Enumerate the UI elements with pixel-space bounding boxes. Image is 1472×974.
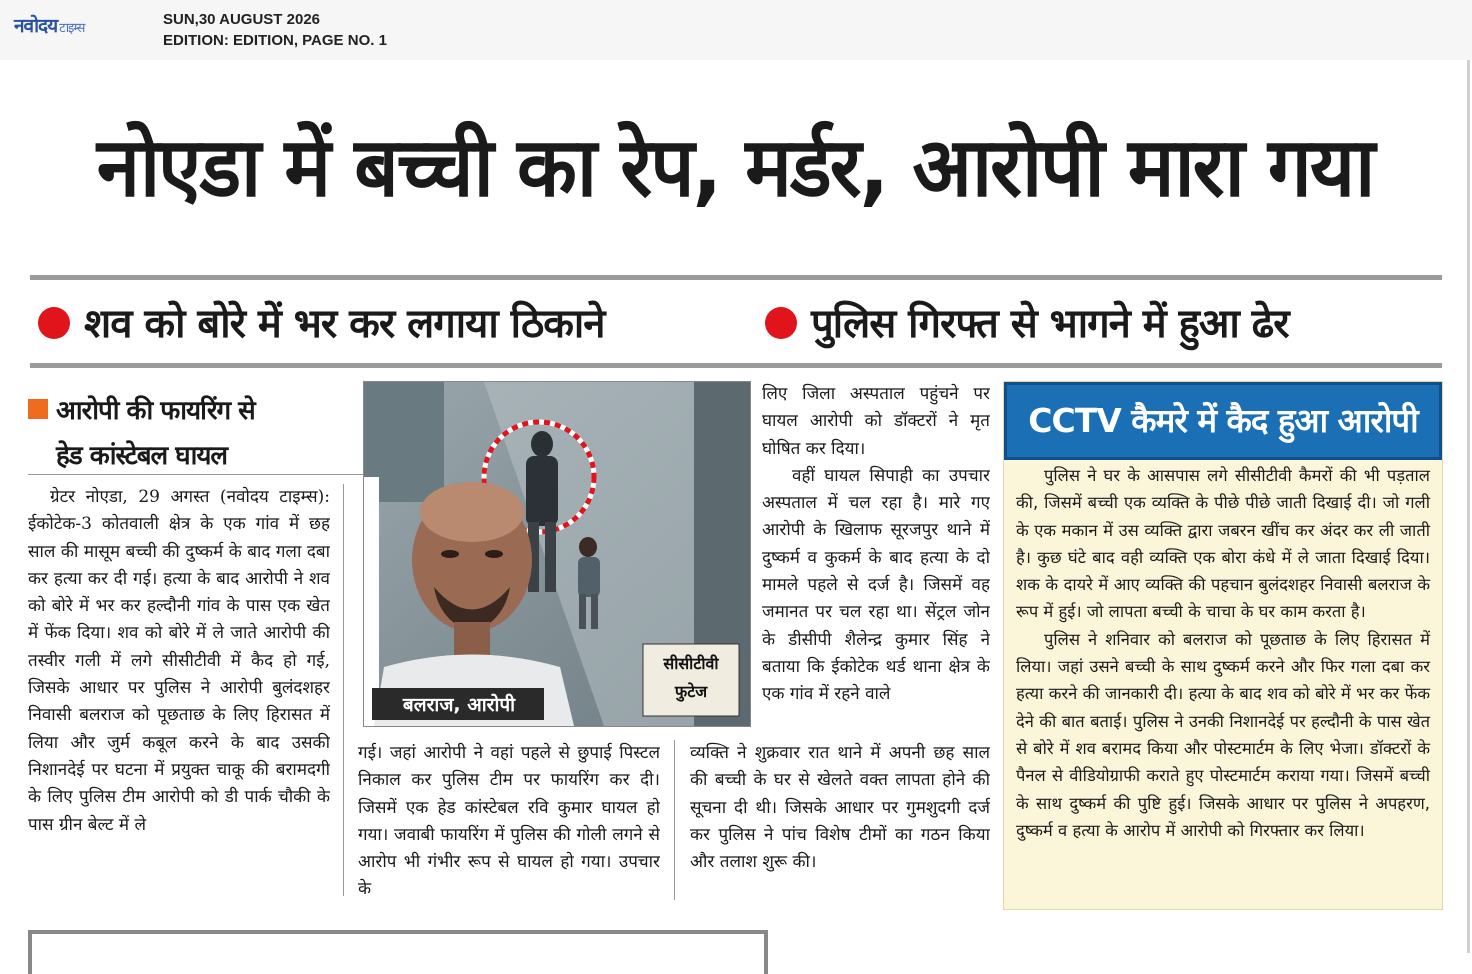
paragraph: पुलिस ने घर के आसपास लगे सीसीटीवी कैमरों की भी पड़ताल की, जिसमें बच्ची एक व्यक्ति के पीछे पीछे जाती दिखाई दी। जो गली के एक मकान में उस व्यक्ति द्वारा जबरन खींच कर अंदर कर ली जाती है। कुछ घंटे बाद वही व्यक्ति एक बोरा कंधे में ले जाता दिखाई दिया। शक के दायरे में आए व्यक्ति की पहचान बुलंदशहर निवासी बलराज के रूप में हुई। जो लापता बच्ची के चाचा के घर काम करता है। — [1016, 466, 1430, 622]
bullet-icon — [38, 307, 70, 339]
edition-line: EDITION: EDITION, PAGE NO. 1 — [163, 32, 387, 49]
photo-caption-name: बलराज, आरोपी — [402, 694, 516, 716]
headline-rule-top — [30, 275, 1442, 280]
page-edge — [1467, 60, 1470, 953]
subhead-2: पुलिस गिरफ्त से भागने में हुआ ढेर — [765, 285, 1289, 363]
paragraph: ग्रेटर नोएडा, 29 अगस्त (नवोदय टाइम्स): ईकोटेक-3 कोतवाली क्षेत्र के एक गांव में छह साल की मासूम बच्ची की दुष्कर्म के बाद गला दबा कर हत्या कर दी गई। हत्या के बाद आरोपी ने शव को बोरे में भर कर हल्दौनी गांव के पास एक खेत में फेंक दिया। शव को बोरे में ले जाते आरोपी की तस्वीर गली में लगे सीसीटीवी में कैद हो गई, जिसके आधार पर पुलिस ने आरोपी बुलंदशहर निवासी बलराज को पूछताछ के लिए हिरासत में लिया और जुर्म कबूल करने के बाद उसकी निशानदेई पर घटना में प्रयुक्त चाकू की बरामदगी के लिए पुलिस टीम आरोपी को डी पार्क चौकी के पास ग्रीन बेल्ट में ले — [28, 487, 330, 835]
paragraph: लिए जिला अस्पताल पहुंचने पर घायल आरोपी को डॉक्टरों ने मृत घोषित कर दिया। — [762, 384, 990, 459]
paragraph: व्यक्ति ने शुक्रवार रात थाने में अपनी छह साल की बच्ची के घर से खेलते वक्त लापता होने की सूचना दी थी। जिसके आधार पर गुमशुदगी दर्ज कर पुलिस ने पांच विशेष टीमों का गठन किया और तलाश शुरू की। — [690, 743, 990, 873]
story-column-3-bottom — [690, 740, 990, 905]
subhead-rule-bottom — [30, 363, 1442, 368]
side-story-heading: आरोपी की फायरिंग से हेड कांस्टेबल घायल — [28, 389, 373, 479]
subhead-1: शव को बोरे में भर कर लगाया ठिकाने — [38, 285, 604, 363]
square-bullet-icon — [28, 399, 48, 419]
story-column-3-top — [762, 381, 990, 736]
news-photo[interactable] — [363, 381, 751, 727]
logo-sub: टाइम्स — [59, 21, 85, 36]
paragraph: पुलिस ने शनिवार को बलराज को पूछताछ के लिए हिरासत में लिया। जहां उसने बच्ची के साथ दुष्कर्म करने और फिर गला दबा कर हत्या करने की जानकारी दी। हत्या के बाद शव को बोरे में भर कर फेंक देने की बात बताई। पुलिस ने उनकी निशानदेई पर हल्दौनी के पास खेत से बोरे में शव बरामद किया और पोस्टमार्टम के लिए भेजा। डॉक्टरों के पैनल से वीडियोग्राफी कराते हुए पोस्टमार्टम कराया गया। जिसमें बच्ची के साथ दुष्कर्म की पुष्टि हुई। जिसके आधार पर पुलिस ने अपहरण, दुष्कर्म व हत्या के आरोप में आरोपी को गिरफ्तार कर लिया। — [1016, 629, 1430, 840]
subheads — [30, 285, 1442, 363]
story-column-2 — [358, 740, 660, 900]
cctv-sidebar-box — [1003, 381, 1443, 910]
column-divider — [674, 740, 675, 900]
cctv-box-title: CCTV कैमरे में कैद हुआ आरोपी — [1004, 382, 1442, 460]
viewer-header — [0, 0, 1472, 60]
side-heading-rule — [28, 474, 378, 475]
paragraph: वहीं घायल सिपाही का उपचार अस्पताल में चल रहा है। मारे गए आरोपी के खिलाफ सूरजपुर थाने में दुष्कर्म व कुकर्म के बाद हत्या के दो मामले पहले से दर्ज है। जिसमें वह जमानत पर चल रहा था। सेंट्रल जोन के डीसीपी शैलेन्द्र कुमार सिंह ने बताया कि ईकोटेक थर्ड थाना क्षेत्र के एक गांव में रहने वाले — [762, 465, 990, 705]
edition-meta — [163, 9, 387, 51]
next-story-box — [28, 930, 768, 974]
date-line: SUN,30 AUGUST 2026 — [163, 11, 321, 28]
paragraph: गई। जहां आरोपी ने वहां पहले से छुपाई पिस्टल निकाल कर पुलिस टीम पर फायरिंग कर दी। जिसमें एक हेड कांस्टेबल रवि कुमार घायल हो गया। जवाबी फायरिंग में पुलिस की गोली लगने से आरोप भी गंभीर रूप से घायल हो गया। उपचार के — [358, 743, 660, 900]
cctv-box-body — [1016, 462, 1430, 844]
bullet-icon — [765, 307, 797, 339]
newspaper-logo[interactable] — [14, 12, 84, 38]
main-headline: नोएडा में बच्ची का रेप, मर्डर, आरोपी मारा गया — [96, 120, 1374, 216]
logo-main: नवोदय — [14, 15, 58, 37]
story-column-1 — [28, 484, 330, 896]
photo-caption-cctv: सीसीटीवी फुटेज — [663, 654, 719, 701]
column-divider — [343, 484, 344, 896]
